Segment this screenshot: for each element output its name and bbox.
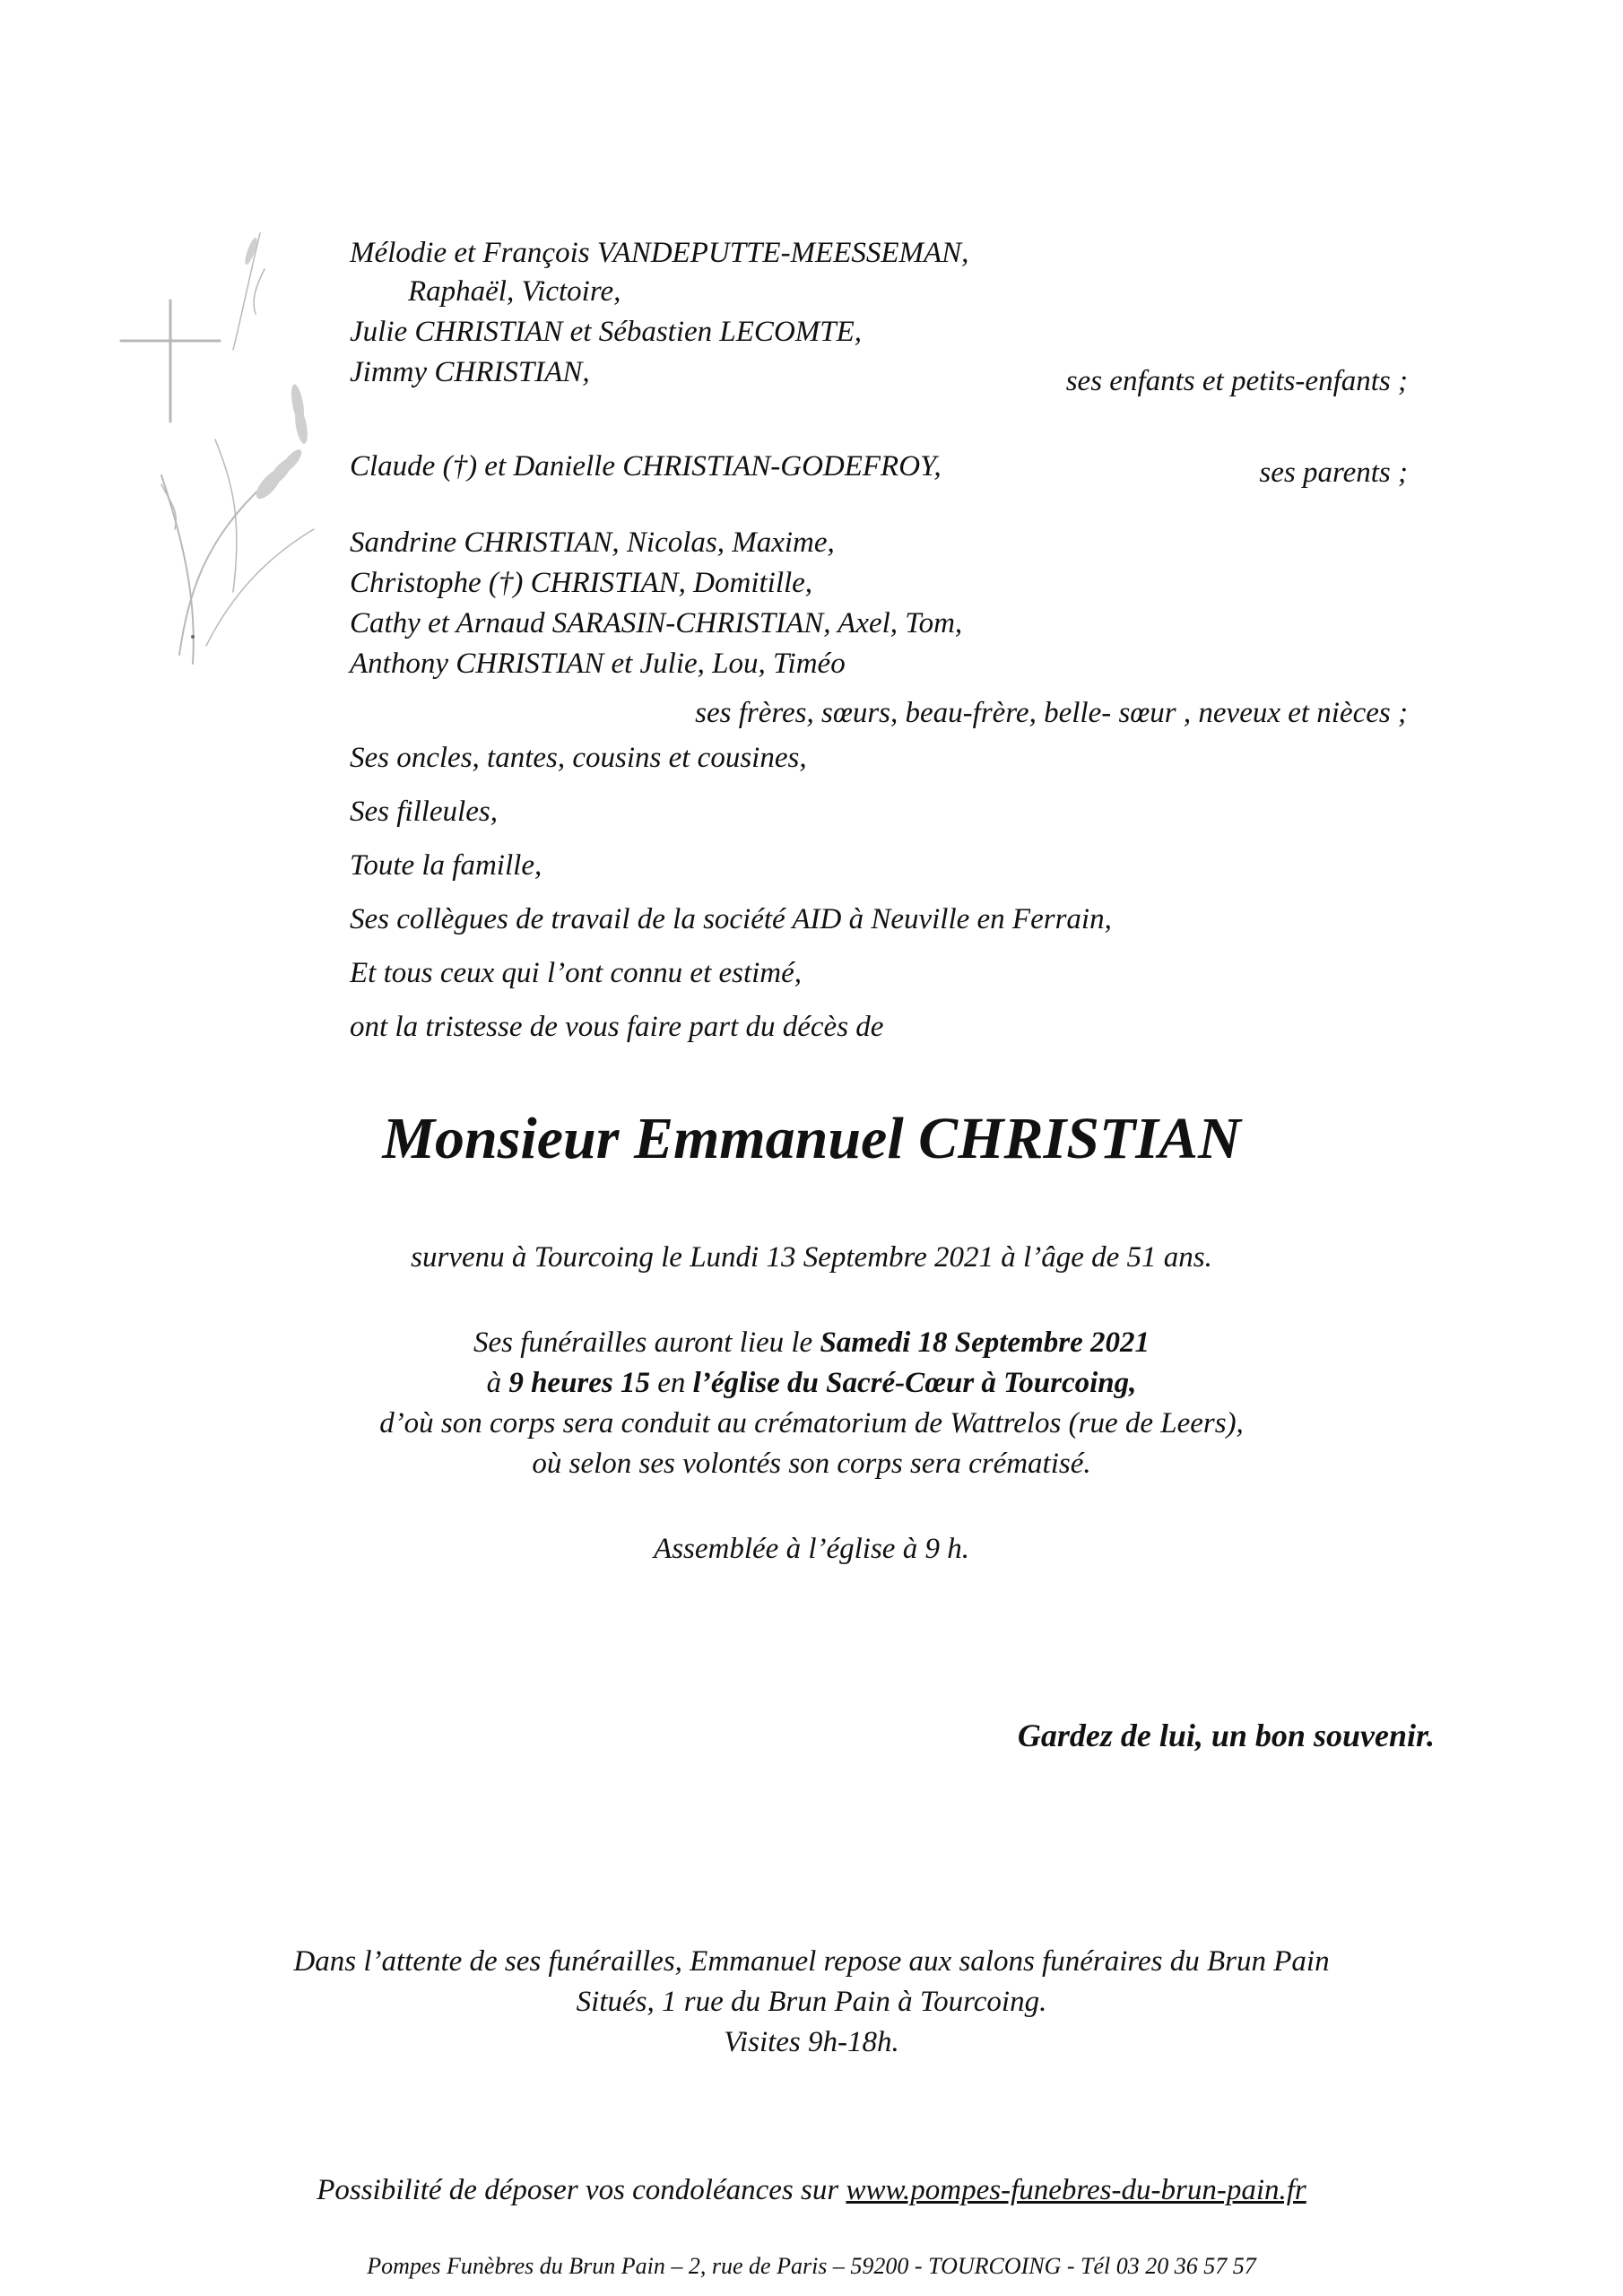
others-line-2: Ses filleules, [350, 796, 498, 828]
rest-line-2: Situés, 1 rue du Brun Pain à Tourcoing. [576, 1986, 1047, 2018]
others-line-1: Ses oncles, tantes, cousins et cousines, [350, 742, 807, 774]
funeral-home-footer: Pompes Funèbres du Brun Pain – 2, rue de Paris – 59200 - TOURCOING - Tél 03 20 36 57 57 [367, 2253, 1256, 2279]
children-relation: ses enfants et petits-enfants ; [1065, 365, 1408, 397]
rest-line-1: Dans l’attente de ses funérailles, Emmanuel repose aux salons funéraires du Brun Pain [293, 1945, 1330, 1978]
others-line-4: Ses collègues de travail de la société AID à Neuville en Ferrain, [350, 903, 1112, 935]
funeral-line-2-mid: en [650, 1367, 693, 1399]
siblings-line-3: Cathy et Arnaud SARASIN-CHRISTIAN, Axel, Tom, [350, 607, 963, 639]
funeral-line-2-prefix: à [486, 1367, 509, 1399]
deceased-name: Monsieur Emmanuel CHRISTIAN [382, 1106, 1241, 1171]
others-line-5: Et tous ceux qui l’ont connu et estimé, [350, 957, 803, 989]
funeral-line-1-prefix: Ses funérailles auront lieu le [473, 1326, 820, 1359]
assembly-info: Assemblée à l’église à 9 h. [654, 1533, 969, 1565]
condolences-link[interactable]: www.pompes-funebres-du-brun-pain.fr [846, 2174, 1306, 2206]
funeral-line-1 [0, 1323, 1623, 1362]
funeral-line-4: où selon ses volontés son corps sera crématisé. [532, 1448, 1091, 1480]
funeral-line-3: d’où son corps sera conduit au crématorium de Wattrelos (rue de Leers), [379, 1407, 1244, 1439]
parents-relation: ses parents ; [1259, 457, 1408, 489]
condolences-line [0, 2170, 1623, 2210]
children-line-4: Jimmy CHRISTIAN, [350, 356, 590, 388]
children-line-2: Raphaël, Victoire, [408, 275, 621, 308]
closing-phrase: Gardez de lui, un bon souvenir. [1017, 1718, 1435, 1753]
siblings-line-4: Anthony CHRISTIAN et Julie, Lou, Timéo [350, 648, 846, 680]
siblings-line-2: Christophe (†) CHRISTIAN, Domitille, [350, 567, 813, 599]
condolences-prefix: Possibilité de déposer vos condoléances sur [317, 2174, 846, 2206]
others-line-3: Toute la famille, [350, 849, 542, 882]
death-info: survenu à Tourcoing le Lundi 13 Septembre 2021 à l’âge de 51 ans. [411, 1241, 1212, 1274]
others-line-6: ont la tristesse de vous faire part du décès de [350, 1011, 884, 1043]
funeral-time: 9 heures 15 [508, 1367, 651, 1399]
cross-wheat-emblem-icon [108, 215, 341, 682]
funeral-place: l’église du Sacré-Cœur à Tourcoing, [692, 1367, 1137, 1399]
children-line-3: Julie CHRISTIAN et Sébastien LECOMTE, [350, 316, 863, 348]
funeral-line-2 [0, 1363, 1623, 1403]
parents-line: Claude (†) et Danielle CHRISTIAN-GODEFROY, [350, 450, 942, 483]
funeral-date: Samedi 18 Septembre 2021 [820, 1326, 1150, 1359]
siblings-line-1: Sandrine CHRISTIAN, Nicolas, Maxime, [350, 526, 835, 559]
rest-line-3: Visites 9h-18h. [724, 2026, 899, 2058]
siblings-relation: ses frères, sœurs, beau-frère, belle- sœur , neveux et nièces ; [695, 697, 1408, 729]
children-line-1: Mélodie et François VANDEPUTTE-MEESSEMAN, [350, 237, 969, 269]
